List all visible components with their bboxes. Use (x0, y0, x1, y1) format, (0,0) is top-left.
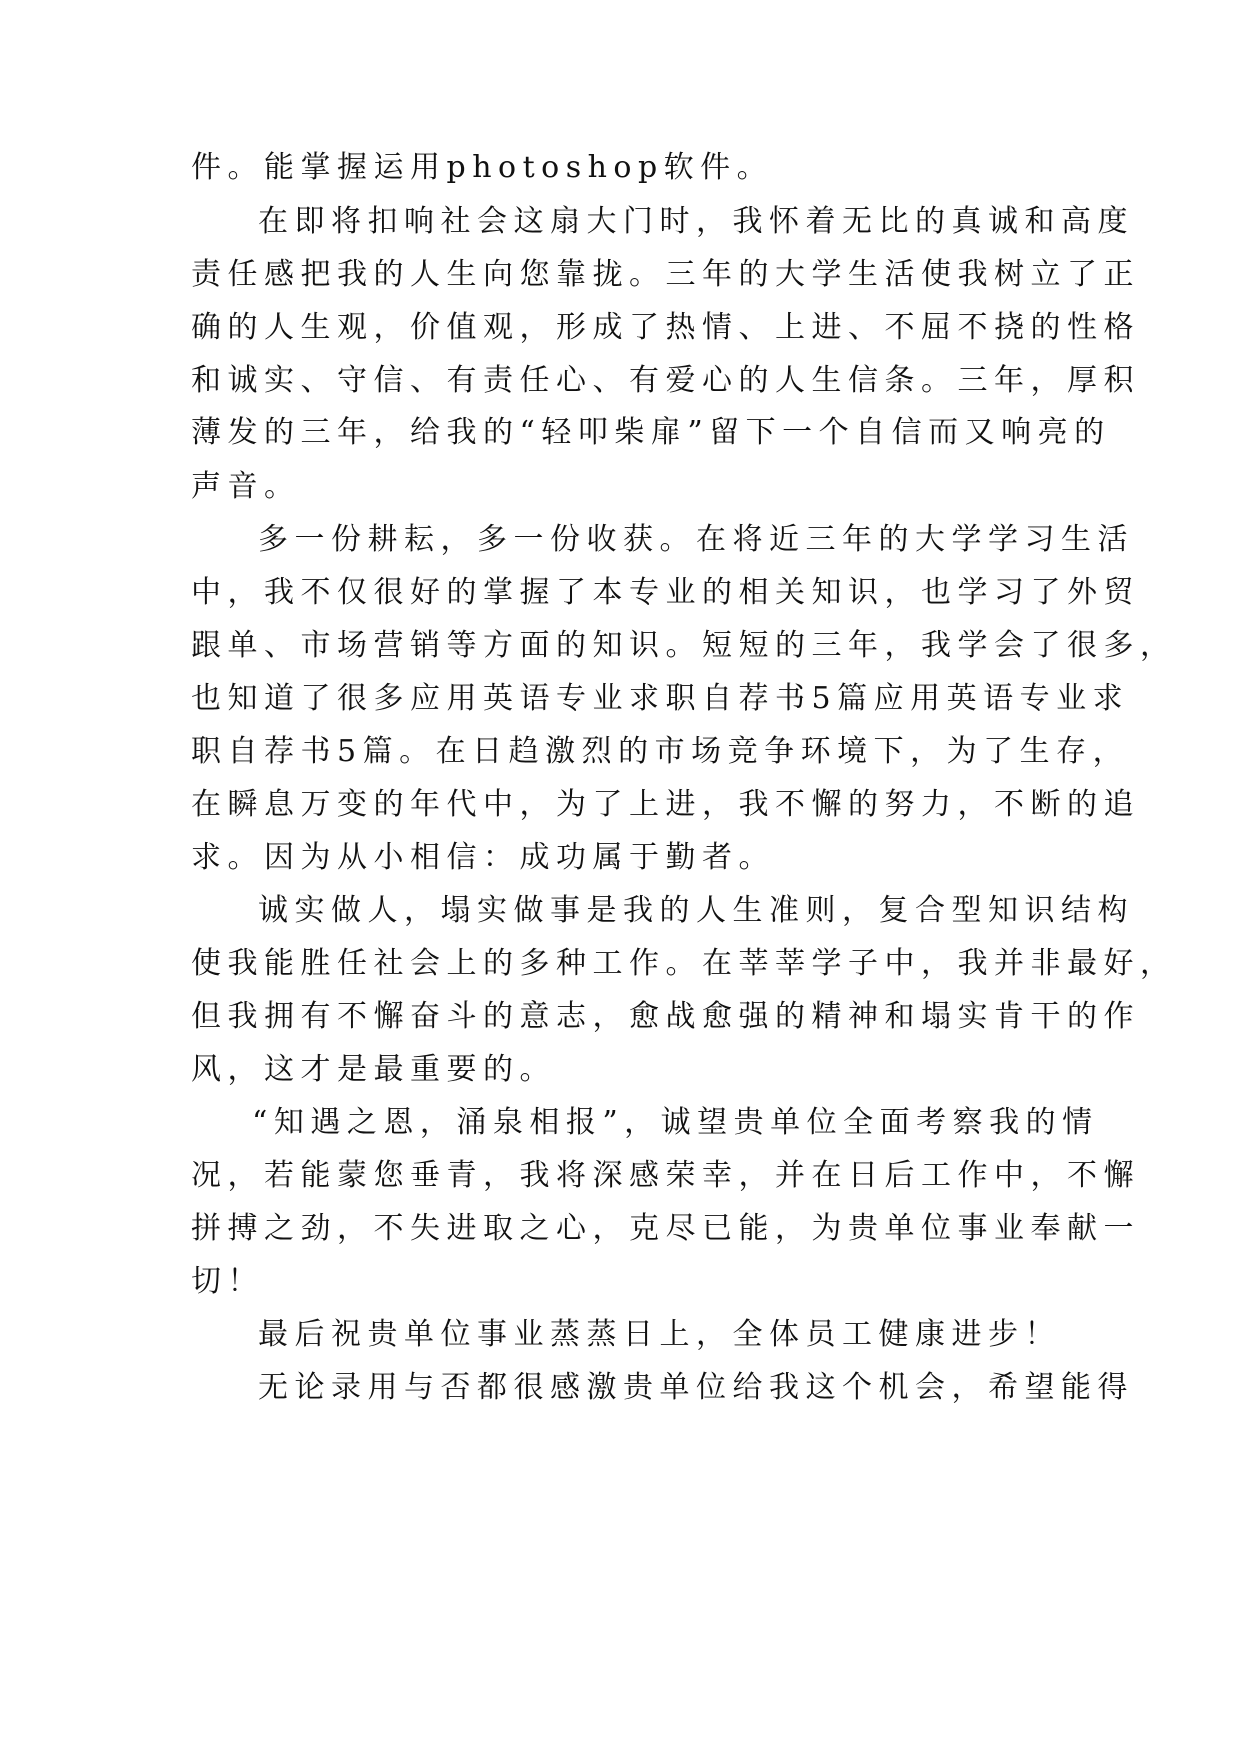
line-15: 诚实做人，塌实做事是我的人生准则，复合型知识结构 (258, 893, 1134, 928)
line-03: 责任感把我的人生向您靠拢。三年的大学生活使我树立了正 (191, 257, 1140, 292)
line-22: 切！ (191, 1264, 264, 1299)
line-08: 多一份耕耘，多一份收获。在将近三年的大学学习生活 (258, 522, 1134, 557)
line-01: 件。能掌握运用photoshop软件。 (191, 150, 774, 185)
line-02: 在即将扣响社会这扇大门时，我怀着无比的真诚和高度 (258, 204, 1134, 239)
line-11: 也知道了很多应用英语专业求职自荐书5篇应用英语专业求 (191, 681, 1130, 716)
line-07: 声音。 (191, 469, 301, 504)
line-19: “知遇之恩，涌泉相报”，诚望贵单位全面考察我的情 (252, 1105, 1099, 1140)
line-09: 中，我不仅很好的掌握了本专业的相关知识，也学习了外贸 (191, 575, 1140, 610)
line-23: 最后祝贵单位事业蒸蒸日上，全体员工健康进步！ (258, 1317, 1061, 1352)
line-12: 职自荐书5篇。在日趋激烈的市场竞争环境下，为了生存， (191, 734, 1130, 769)
line-20: 况，若能蒙您垂青，我将深感荣幸，并在日后工作中，不懈 (191, 1158, 1140, 1193)
line-04: 确的人生观，价值观，形成了热情、上进、不屈不挠的性格 (191, 310, 1140, 345)
line-24: 无论录用与否都很感激贵单位给我这个机会，希望能得 (258, 1370, 1134, 1405)
line-17: 但我拥有不懈奋斗的意志，愈战愈强的精神和塌实肯干的作 (191, 999, 1140, 1034)
line-06: 薄发的三年，给我的“轻叩柴扉”留下一个自信而又响亮的 (191, 415, 1111, 450)
line-05: 和诚实、守信、有责任心、有爱心的人生信条。三年，厚积 (191, 363, 1140, 398)
line-10: 跟单、市场营销等方面的知识。短短的三年，我学会了很多， (191, 628, 1177, 663)
line-18: 风，这才是最重要的。 (191, 1052, 556, 1087)
line-14: 求。因为从小相信：成功属于勤者。 (191, 840, 775, 875)
line-13: 在瞬息万变的年代中，为了上进，我不懈的努力，不断的追 (191, 787, 1140, 822)
line-16: 使我能胜任社会上的多种工作。在莘莘学子中，我并非最好， (191, 946, 1177, 981)
line-21: 拼搏之劲，不失进取之心，克尽已能，为贵单位事业奉献一 (191, 1211, 1140, 1246)
